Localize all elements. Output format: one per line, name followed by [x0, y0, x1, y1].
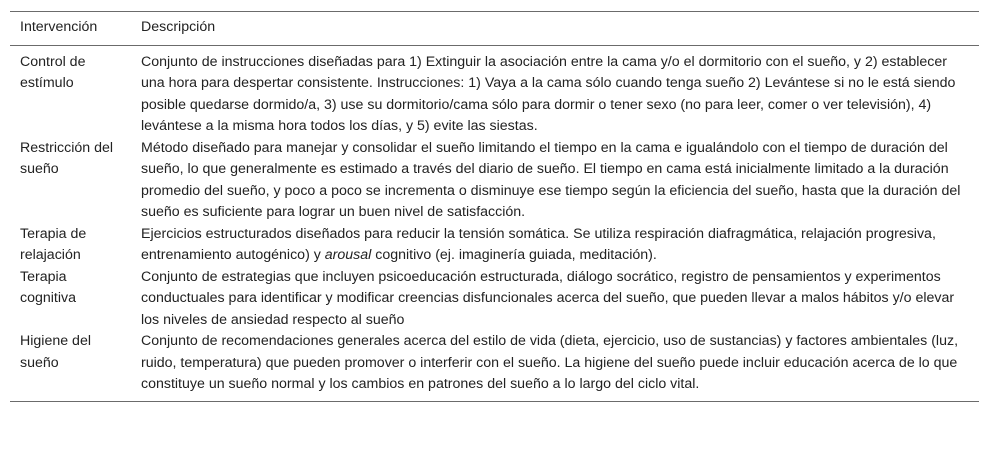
table-row: [10, 224, 979, 267]
table-row: [10, 138, 979, 224]
intervention-cell: Terapia de relajación: [20, 225, 87, 263]
table-header: [10, 12, 979, 46]
intervention-cell: Control de estímulo: [20, 53, 86, 91]
description-cell: [131, 224, 979, 267]
intervention-cell: Higiene del sueño: [20, 333, 91, 371]
table-row: [10, 331, 979, 401]
intervention-cell: Terapia cognitiva: [20, 268, 76, 306]
description-text: cognitivo (ej. imaginería guiada, meditación).: [371, 247, 657, 263]
interventions-table: [10, 11, 979, 402]
description-cell: Conjunto de recomendaciones generales acerca del estilo de vida (dieta, ejercicio, uso de sustancias) y factores ambientales (luz, ruido, temperatura) que pueden promover o interferir con el sueño. La higiene del sueño puede incluir educación acerca de lo que constituye un sueño normal y los cambios en patrones del sueño a lo largo del ciclo vital.: [141, 333, 959, 392]
description-text: Ejercicios estructurados diseñados para reducir la tensión somática. Se utiliza respiración diafragmática, relajación progresiva, entrenamiento autogénico) y: [141, 225, 936, 263]
description-cell: Conjunto de instrucciones diseñadas para 1) Extinguir la asociación entre la cama y/o el dormitorio con el sueño, y 2) establecer una hora para despertar consistente. Instrucciones: 1) Vaya a la cama sólo cuando tenga sueño 2) Levántese si no le está siendo posible quedarse dormido/a, 3) use su dormitorio/cama sólo para dormir o tener sexo (no para leer, comer o ver televisión), 4) levántese a la misma hora todos los días, y 5) evite las siestas.: [141, 53, 956, 134]
table-body: [10, 45, 979, 401]
description-cell: Método diseñado para manejar y consolidar el sueño limitando el tiempo en la cama e igualándolo con el tiempo de duración del sueño, lo que generalmente es estimado a través del diario de sueño. El tiempo en cama está inicialmente limitado a la duración promedio del sueño, y poco a poco se incrementa o disminuye ese tiempo según la eficiencia del sueño, hasta que la duración del sueño es suficiente para lograr un buen nivel de satisfacción.: [141, 139, 961, 220]
header-intervention: Intervención: [20, 19, 98, 35]
header-row: [10, 12, 979, 46]
description-emphasis: arousal: [324, 247, 372, 263]
header-description: Descripción: [141, 19, 216, 35]
table-row: [10, 267, 979, 332]
intervention-cell: Restricción del sueño: [20, 139, 114, 177]
description-cell: Conjunto de estrategias que incluyen psicoeducación estructurada, diálogo socrático, registro de pensamientos y experimentos conductuales para identificar y modificar creencias disfuncionales acerca del sueño, que pueden llevar a malos hábitos y/o elevar los niveles de ansiedad respecto al sueño: [141, 268, 955, 328]
table-row: [10, 45, 979, 138]
